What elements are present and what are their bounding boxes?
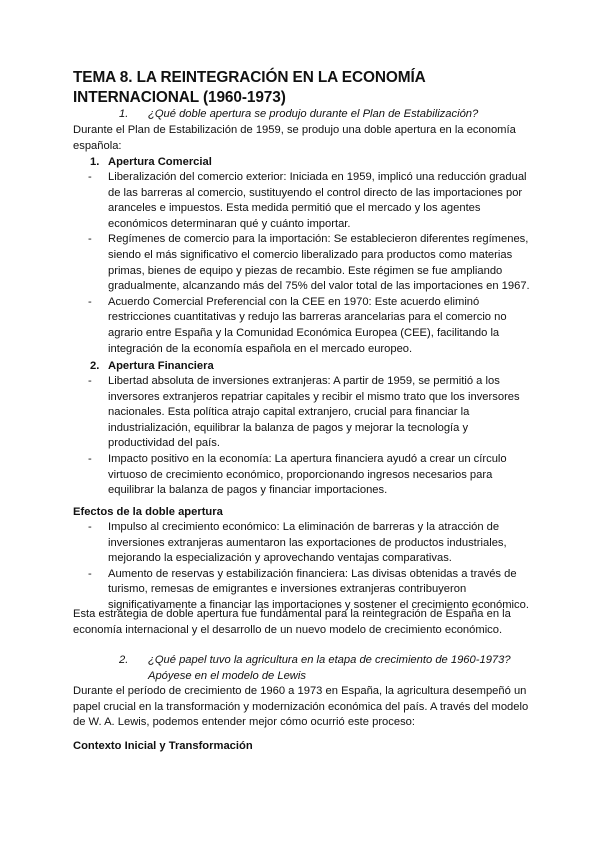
list-item: - Liberalización del comercio exterior: Iniciada en 1959, implicó una reducción gradual de las barreras al comercio, sustituyendo el control directo de las importaciones por aranceles e impuestos. Esta medida permitió que el mercado y los agentes económicos determinaran qué y cuánto importar. — [108, 170, 532, 232]
intro-paragraph-2: Durante el período de crecimiento de 1960 a 1973 en España, la agricultura desempeñó un papel crucial en la transformación y modernización económica del país. A través del modelo de W. A. Lewis, podemos entender mejor cómo ocurrió este proceso: — [73, 685, 529, 729]
question-1 — [119, 107, 548, 123]
question-2-number: 2. — [119, 654, 129, 666]
section-2-bullet-list — [108, 374, 532, 499]
list-item: - Impulso al crecimiento económico: La eliminación de barreras y la atracción de inversiones extranjeras aumentaron las exportaciones de productos industriales, mejorando la especialización y aprovechando ventajas comparativas. — [108, 520, 532, 567]
effects-conclusion: Esta estrategia de doble apertura fue fundamental para la reintegración de España en la economía internacional y el desarrollo de un nuevo modelo de crecimiento económico. — [73, 608, 511, 636]
section-1-bullet-list — [108, 170, 532, 357]
document-title: TEMA 8. LA REINTEGRACIÓN EN LA ECONOMÍA INTERNACIONAL (1960-1973) — [73, 69, 426, 106]
section-1-title: Apertura Comercial — [108, 156, 212, 168]
section-2-title: Apertura Financiera — [108, 360, 214, 372]
question-2-text: ¿Qué papel tuvo la agricultura en la etapa de crecimiento de 1960-1973? Apóyese en el modelo de Lewis — [148, 654, 511, 682]
list-item: - Regímenes de comercio para la importación: Se establecieron diferentes regímenes, siendo el más significativo el comercio liberalizado para productos como materias primas, bienes de equipo y piezas de recambio. Este régimen se fue ampliando gradualmente, alcanzando más del 75% del valor total de las importaciones en 1967. — [108, 232, 532, 294]
list-item: - Libertad absoluta de inversiones extranjeras: A partir de 1959, se permitió a los inversores extranjeros repatriar capitales y recibir el mismo trato que los inversores nacionales. Esta política atrajo capital extranjero, crucial para financiar la industrialización, equilibrar la balanza de pagos y mejorar la tecnología y productividad del país. — [108, 374, 532, 452]
question-1-text: ¿Qué doble apertura se produjo durante el Plan de Estabilización? — [148, 108, 479, 120]
effects-heading: Efectos de la doble apertura — [73, 506, 223, 518]
intro-paragraph-1: Durante el Plan de Estabilización de 1959, se produjo una doble apertura en la economía española: — [73, 124, 516, 152]
question-1-number: 1. — [119, 108, 129, 120]
effects-bullet-list — [108, 520, 532, 614]
section-2-number: 2. — [90, 360, 100, 372]
question-2 — [119, 653, 548, 684]
section-2-heading — [90, 359, 214, 375]
list-item: - Impacto positivo en la economía: La apertura financiera ayudó a crear un círculo virtuoso de crecimiento económico, proporcionando ingresos necesarios para equilibrar la balanza de pagos y financiar importaciones. — [108, 452, 532, 499]
list-item: - Acuerdo Comercial Preferencial con la CEE en 1970: Este acuerdo eliminó restricciones cuantitativas y redujo las barreras arancelarias para el comercio no agrario entre España y la Comunidad Económica Europea (CEE), facilitando la integración de la economía española en el mercado europeo. — [108, 295, 532, 357]
section-1-heading — [90, 155, 212, 171]
section-3-heading: Contexto Inicial y Transformación — [73, 740, 253, 752]
section-1-number: 1. — [90, 156, 100, 168]
list-item: - Aumento de reservas y estabilización financiera: Las divisas obtenidas a través de turismo, remesas de emigrantes e inversiones extranjeras contribuyeron significativamente a financiar las importaciones y sostener el crecimiento económico. — [108, 567, 532, 614]
